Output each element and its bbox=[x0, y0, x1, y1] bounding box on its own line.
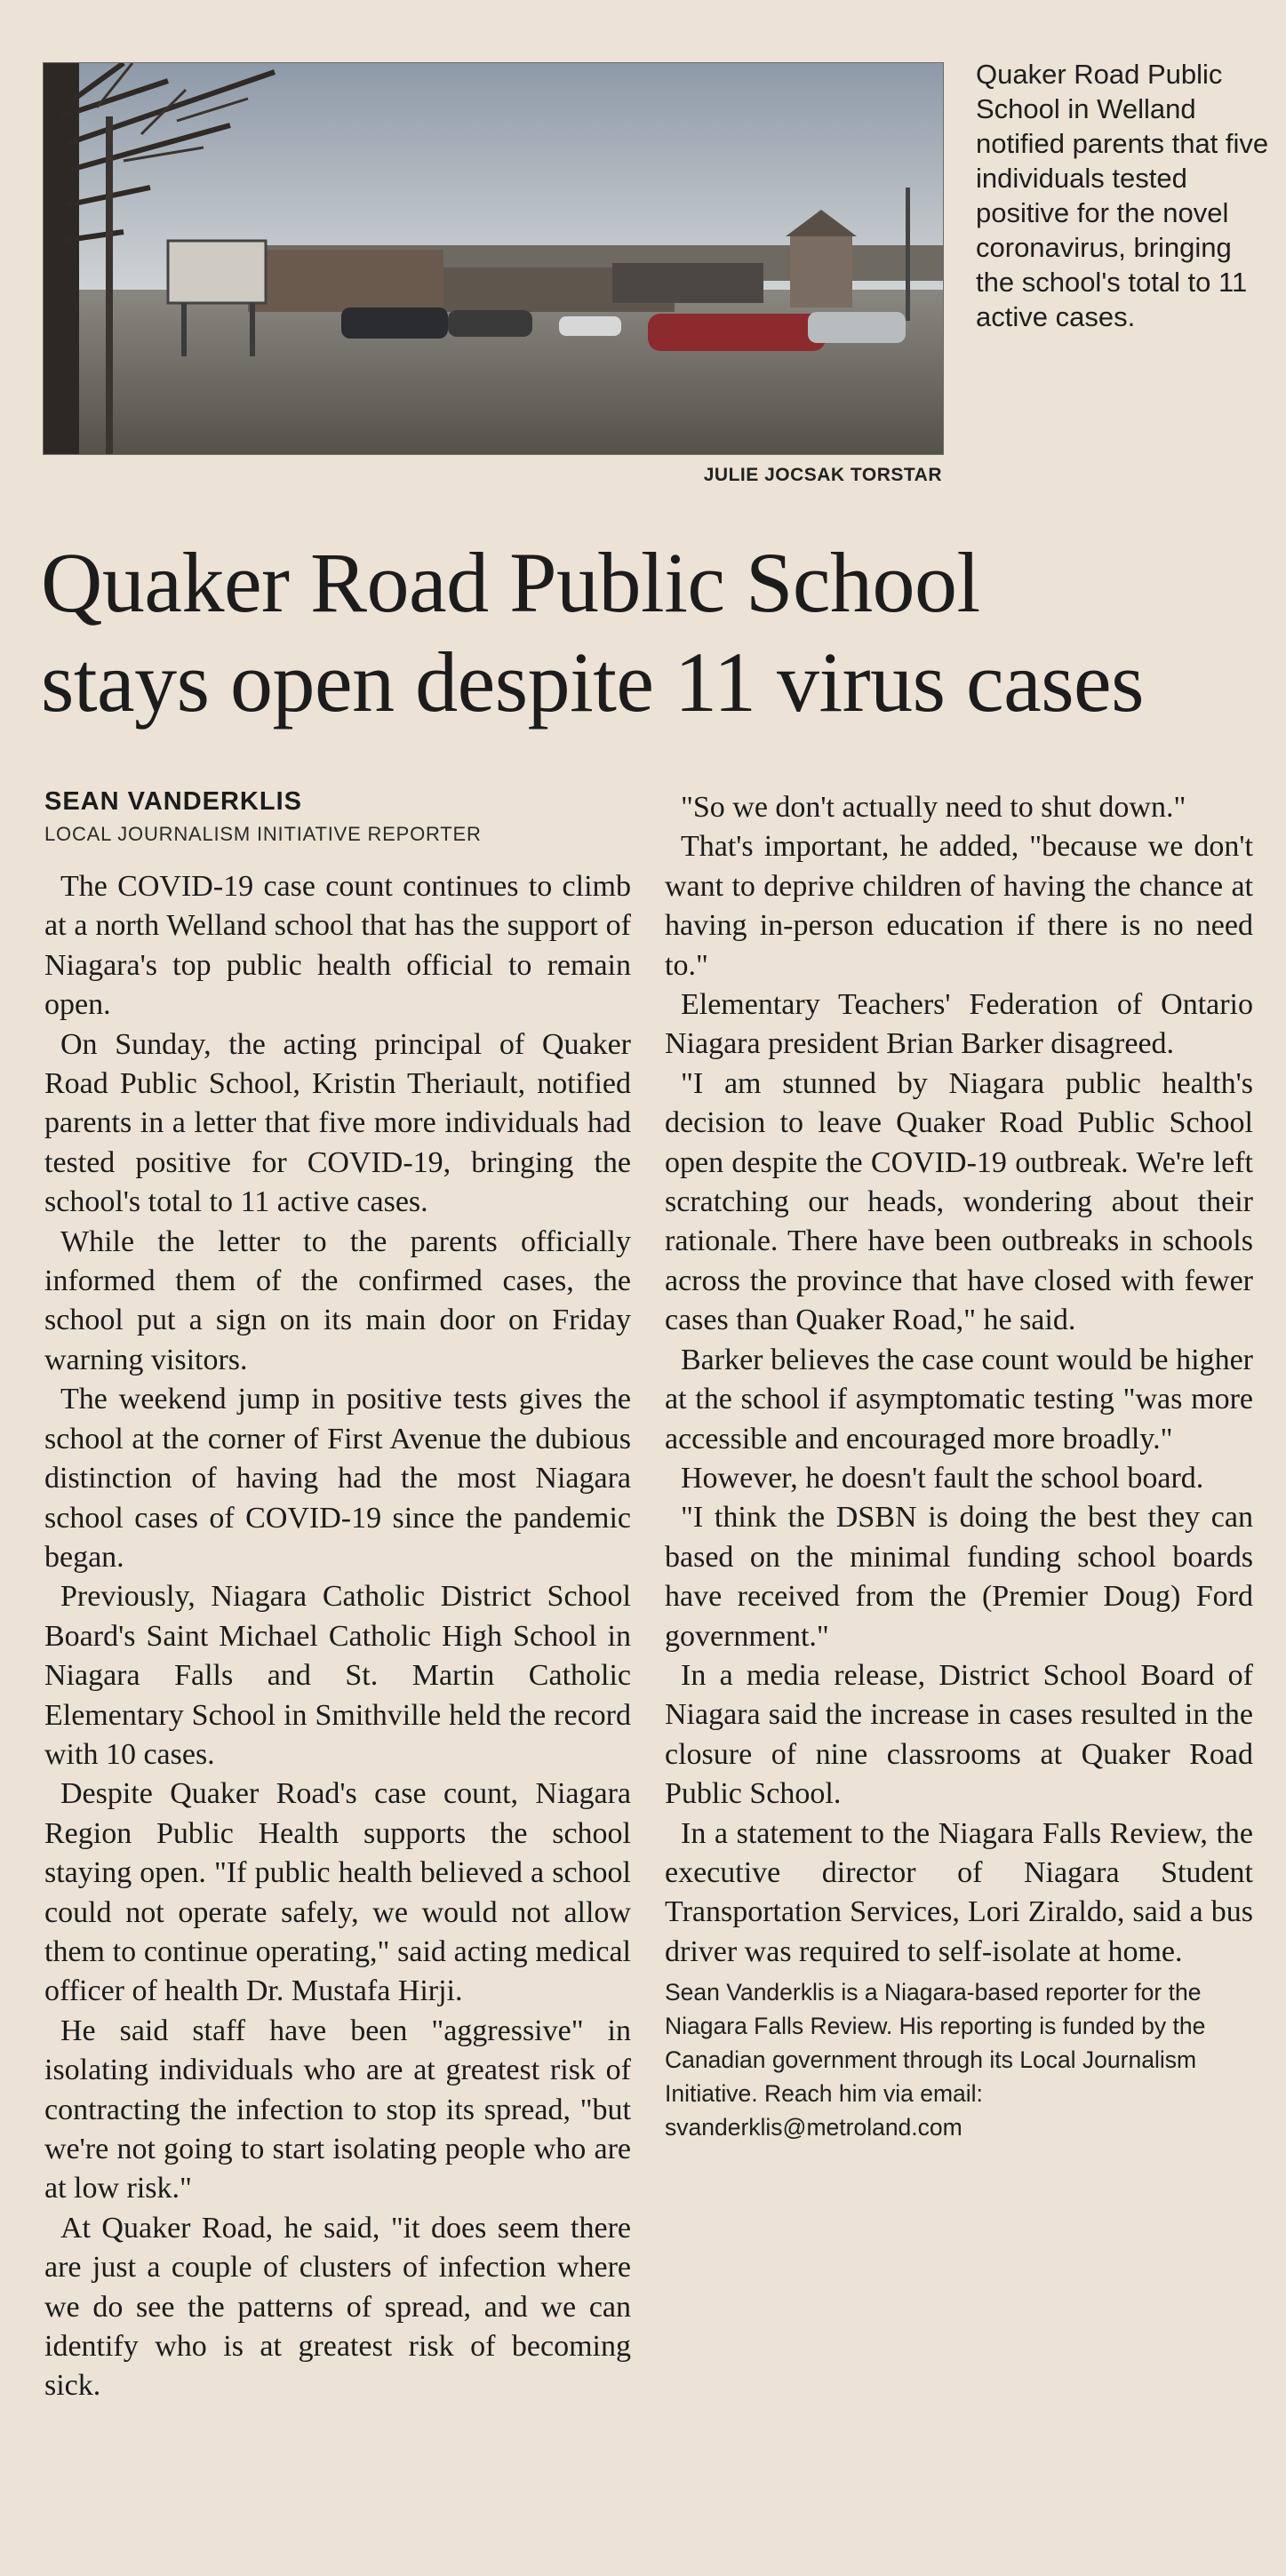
paragraph: While the letter to the parents officially informed them of the confirmed cases, the school put a sign on its main door on Friday warning visitors. bbox=[44, 1224, 631, 1376]
paragraph: The COVID-19 case count continues to climb at a north Welland school that has the support of Niagara's top public health official to remain open. bbox=[44, 870, 631, 1022]
article-column-left bbox=[44, 867, 631, 2406]
paragraph: In a media release, District School Board of Niagara said the increase in cases resulted in the closure of nine classrooms at Quaker Road Public School. bbox=[665, 1658, 1253, 1811]
paragraph: Elementary Teachers' Federation of Ontario Niagara president Brian Barker disagreed. bbox=[665, 988, 1253, 1061]
school-photo bbox=[43, 62, 944, 455]
paragraph: "I am stunned by Niagara public health's decision to leave Quaker Road Public School open despite the COVID-19 outbreak. We're left scratching our heads, wondering about their rationale. There have been outbreaks in schools across the province that have closed with fewer cases than Quaker Road," he said. bbox=[665, 1066, 1253, 1337]
headline-line-2: stays open despite 11 virus cases bbox=[41, 634, 1145, 730]
byline-name: SEAN VANDERKLIS bbox=[44, 787, 302, 816]
paragraph: Despite Quaker Road's case count, Niagara Region Public Health supports the school staying open. "If public health believed a school could not operate safely, we would not allow them to continue operating," said acting medical officer of health Dr. Mustafa Hirji. bbox=[44, 1777, 631, 2008]
paragraph: Previously, Niagara Catholic District School Board's Saint Michael Catholic High School in Niagara Falls and St. Martin Catholic Elementary School in Smithville held the record with 10 cases. bbox=[44, 1580, 631, 1771]
paragraph: "So we don't actually need to shut down." bbox=[681, 791, 1186, 824]
photo-caption: Quaker Road Public School in Welland notified parents that five individuals tested positive for the novel coronavirus, bringing the school's total to 11 active cases. bbox=[976, 59, 1269, 332]
paragraph: In a statement to the Niagara Falls Review, the executive director of Niagara Student Transportation Services, Lori Ziraldo, said a bus driver was required to self-isolate at home. bbox=[665, 1816, 1253, 1968]
school-photo-illustration bbox=[44, 63, 943, 454]
paragraph: That's important, he added, "because we don't want to deprive children of having the chance at having in-person education if there is no need to." bbox=[665, 830, 1253, 982]
headline-line-1: Quaker Road Public School bbox=[41, 535, 980, 630]
paragraph: "I think the DSBN is doing the best they can based on the minimal funding school boards have received from the (Premier Doug) Ford government." bbox=[665, 1501, 1253, 1653]
paragraph: However, he doesn't fault the school board. bbox=[681, 1461, 1204, 1495]
paragraph: He said staff have been "aggressive" in isolating individuals who are at greatest risk of contracting the infection to stop its spread, "but we're not going to start isolating people who are at low risk." bbox=[44, 2014, 631, 2205]
paragraph: Barker believes the case count would be higher at the school if asymptomatic testing "was more accessible and encouraged more broadly." bbox=[665, 1343, 1253, 1455]
paragraph: The weekend jump in positive tests gives the school at the corner of First Avenue the dubious distinction of having had the most Niagara school cases of COVID-19 since the pandemic began. bbox=[44, 1383, 631, 1574]
headline bbox=[41, 533, 1258, 732]
author-bio: Sean Vanderklis is a Niagara-based reporter for the Niagara Falls Review. His reporting is funded by the Canadian government through its Local Journalism Initiative. Reach him via email: svanderklis@metroland.com bbox=[665, 1979, 1206, 2141]
byline-title: LOCAL JOURNALISM INITIATIVE REPORTER bbox=[44, 823, 482, 845]
article-column-right bbox=[665, 788, 1253, 2144]
paragraph: On Sunday, the acting principal of Quaker Road Public School, Kristin Theriault, notified parents in a letter that five more individuals had tested positive for COVID-19, bringing the school's total to 11 active cases. bbox=[44, 1027, 631, 1219]
photo-credit: JULIE JOCSAK TORSTAR bbox=[703, 465, 942, 485]
paragraph: At Quaker Road, he said, "it does seem there are just a couple of clusters of infection where we do see the patterns of spread, and we can identify who is at greatest risk of becoming sick. bbox=[44, 2211, 631, 2403]
